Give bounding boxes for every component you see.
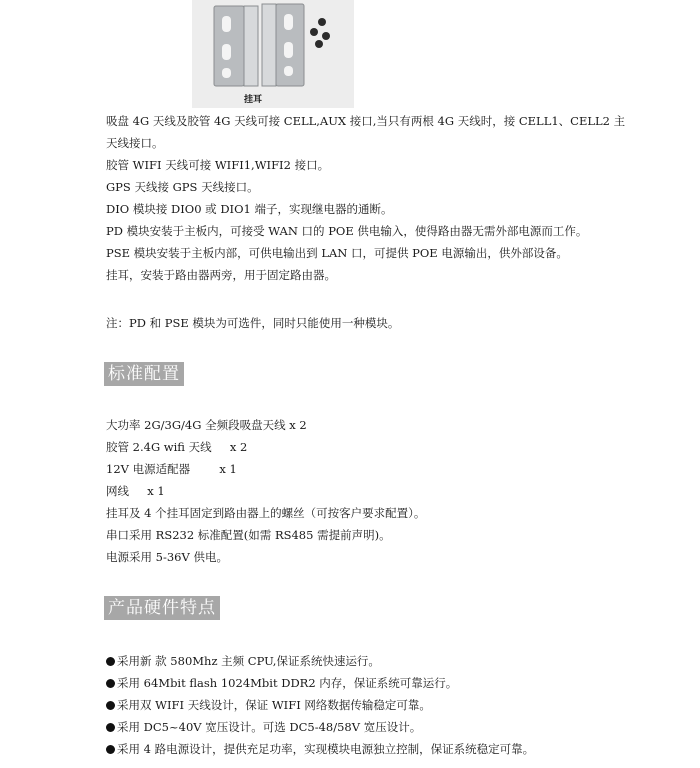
- bullet-icon: [106, 723, 115, 732]
- text-line: PSE 模块安装于主板内部，可供电输出到 LAN 口，可提供 POE 电源输出，供外部设备。: [106, 246, 568, 260]
- note: 注：PD 和 PSE 模块为可选件，同时只能使用一种模块。: [106, 316, 400, 330]
- feature-item: [106, 650, 534, 672]
- features-list: [106, 650, 534, 760]
- list-item: 大功率 2G/3G/4G 全频段吸盘天线 x 2: [106, 418, 307, 432]
- list-item: 胶管 2.4G wifi 天线 x 2: [106, 440, 248, 454]
- list-item: 串口采用 RS232 标准配置(如需 RS485 需提前声明)。: [106, 528, 391, 542]
- feature-text: 采用新 款 580Mhz 主频 CPU,保证系统快速运行。: [117, 654, 380, 668]
- section-heading-standard: 标准配置: [104, 362, 184, 386]
- text-line: 挂耳，安装于路由器两旁，用于固定路由器。: [106, 268, 336, 282]
- photo-caption: 挂耳: [244, 95, 263, 105]
- feature-item: [106, 672, 534, 694]
- list-item: 电源采用 5-36V 供电。: [106, 550, 228, 564]
- interface-description: [106, 110, 625, 286]
- bullet-icon: [106, 679, 115, 688]
- feature-text: 采用 4 路电源设计，提供充足功率，实现模块电源独立控制，保证系统稳定可靠。: [117, 742, 535, 756]
- feature-text: 采用 DC5~40V 宽压设计。可选 DC5-48/58V 宽压设计。: [117, 720, 422, 734]
- list-item: 挂耳及 4 个挂耳固定到路由器上的螺丝（可按客户要求配置）。: [106, 506, 426, 520]
- text-line: PD 模块安装于主板内，可接受 WAN 口的 POE 供电输入，使得路由器无需外部电源而工作。: [106, 224, 588, 238]
- text-line: 胶管 WIFI 天线可接 WIFI1,WIFI2 接口。: [106, 158, 330, 172]
- text-line: 天线接口。: [106, 136, 164, 150]
- bullet-icon: [106, 701, 115, 710]
- feature-item: [106, 716, 534, 738]
- mounting-ear-photo: [192, 0, 354, 108]
- list-item: 网线 x 1: [106, 484, 165, 498]
- list-item: 12V 电源适配器 x 1: [106, 462, 237, 476]
- mounting-ear-illustration: [192, 0, 354, 108]
- text-line: DIO 模块接 DIO0 或 DIO1 端子，实现继电器的通断。: [106, 202, 393, 216]
- feature-text: 采用 64Mbit flash 1024Mbit DDR2 内存，保证系统可靠运行。: [117, 676, 458, 690]
- bullet-icon: [106, 657, 115, 666]
- text-line: GPS 天线接 GPS 天线接口。: [106, 180, 259, 194]
- text-line: 吸盘 4G 天线及胶管 4G 天线可接 CELL,AUX 接口,当只有两根 4G 天线时，接 CELL1、CELL2 主: [106, 114, 626, 128]
- bullet-icon: [106, 745, 115, 754]
- feature-item: [106, 694, 534, 716]
- standard-config-list: [106, 414, 425, 568]
- feature-text: 采用双 WIFI 天线设计，保证 WIFI 网络数据传输稳定可靠。: [117, 698, 431, 712]
- feature-item: [106, 738, 534, 760]
- section-heading-features: 产品硬件特点: [104, 596, 220, 620]
